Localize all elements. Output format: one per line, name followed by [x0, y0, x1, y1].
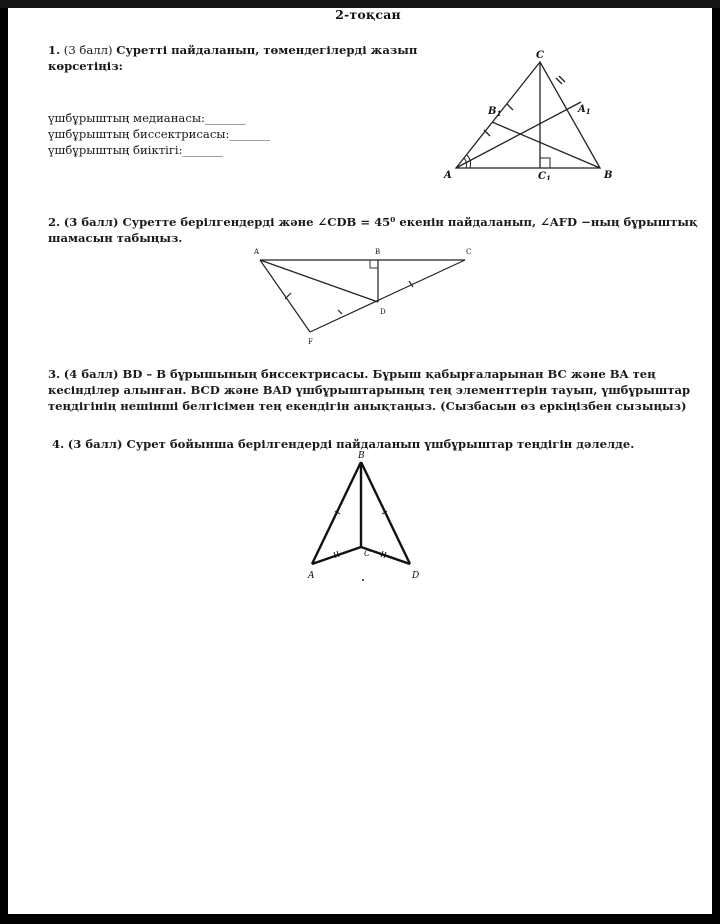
q1-median: үшбұрыштың медианасы:_______ [48, 111, 246, 125]
q2-text-line1: (3 балл) Суретте берілгендерді және ∠CDB = 45⁰ екенін пайдаланып, ∠AFD −ның бұрыштық [63, 215, 698, 229]
q2-line-af [260, 260, 310, 332]
q1-label-c: C [536, 50, 544, 61]
q1-tick-mark [507, 104, 513, 110]
q2-label-f: F [308, 338, 313, 346]
q2-label-b: B [375, 248, 381, 256]
q1-label-b1: $B_1$ [488, 106, 502, 118]
q2-text-line2: шамасын табыңыз. [48, 231, 183, 245]
q3-text-line3: теңдігінің нешінші белгісімен тең екендігін анықтаңыз. (Сызбасын өз еркіңізбен сызыңыз) [48, 399, 687, 413]
q1-label-a1: $A_1$ [578, 104, 591, 116]
q1-label-b: B [604, 170, 613, 180]
q1-label-a: A [444, 170, 452, 180]
q3-text-line2: кесінділер алынған. BCD және BAD үшбұрыштарының тең элементтерін тауып, үшбұрыштар [48, 383, 691, 397]
q4-number: 4. [52, 437, 65, 451]
q1-triangle-abc [456, 62, 600, 168]
q1-bisector-bb1 [492, 122, 600, 168]
q1-median-aa1 [456, 102, 581, 168]
q1-points: (3 балл) [63, 43, 113, 57]
q2-line1 [48, 214, 698, 231]
page-title: 2-тоқсан [335, 7, 401, 22]
q2-tick-mark [285, 293, 291, 299]
q2-label-c: C [466, 248, 472, 256]
q3-line1 [48, 366, 656, 383]
q2-tick-mark [338, 310, 342, 314]
q2-triangle-figure [250, 240, 480, 348]
q1-altitude: үшбұрыштың биіктігі:_______ [48, 143, 224, 157]
q1-triangle-figure [438, 48, 628, 180]
q1-right-angle-mark [540, 158, 550, 168]
q1-text-line1: Суретті пайдаланып, төмендегілерді жазып [116, 43, 418, 57]
q1-number: 1. [48, 43, 61, 57]
q2-label-a: A [254, 248, 260, 256]
q2-label-d: D [380, 308, 386, 316]
q2-right-angle-mark [370, 260, 378, 268]
q3-text-line1: (4 балл) BD – B бұрышының биссектрисасы. Бұрыш қабырғаларынан BC және BA тең [63, 367, 656, 381]
q1-label-c1: $C_1$ [538, 171, 551, 180]
q4-label-d: D [412, 571, 420, 581]
q4-label-c: C [364, 549, 371, 558]
q3-number: 3. [48, 367, 61, 381]
q2-line-ad [260, 260, 378, 302]
q1-line1 [48, 42, 417, 59]
q1-tick-mark [484, 130, 490, 136]
q2-number: 2. [48, 215, 61, 229]
q2-line-cf [310, 260, 465, 332]
q4-triangles-figure [300, 448, 430, 582]
q4-label-a: A [308, 571, 315, 581]
q4-text: (3 балл) Сурет бойынша берілгендерді пайдаланып үшбұрыштар теңдігін дәлелде. [67, 437, 635, 451]
q1-bisector: үшбұрыштың биссектрисасы:_______ [48, 127, 271, 141]
document-page [8, 8, 712, 914]
q4-stray-dot [362, 579, 364, 581]
q1-text-line2: көрсетіңіз: [48, 59, 123, 73]
q4-label-b: B [358, 451, 365, 461]
